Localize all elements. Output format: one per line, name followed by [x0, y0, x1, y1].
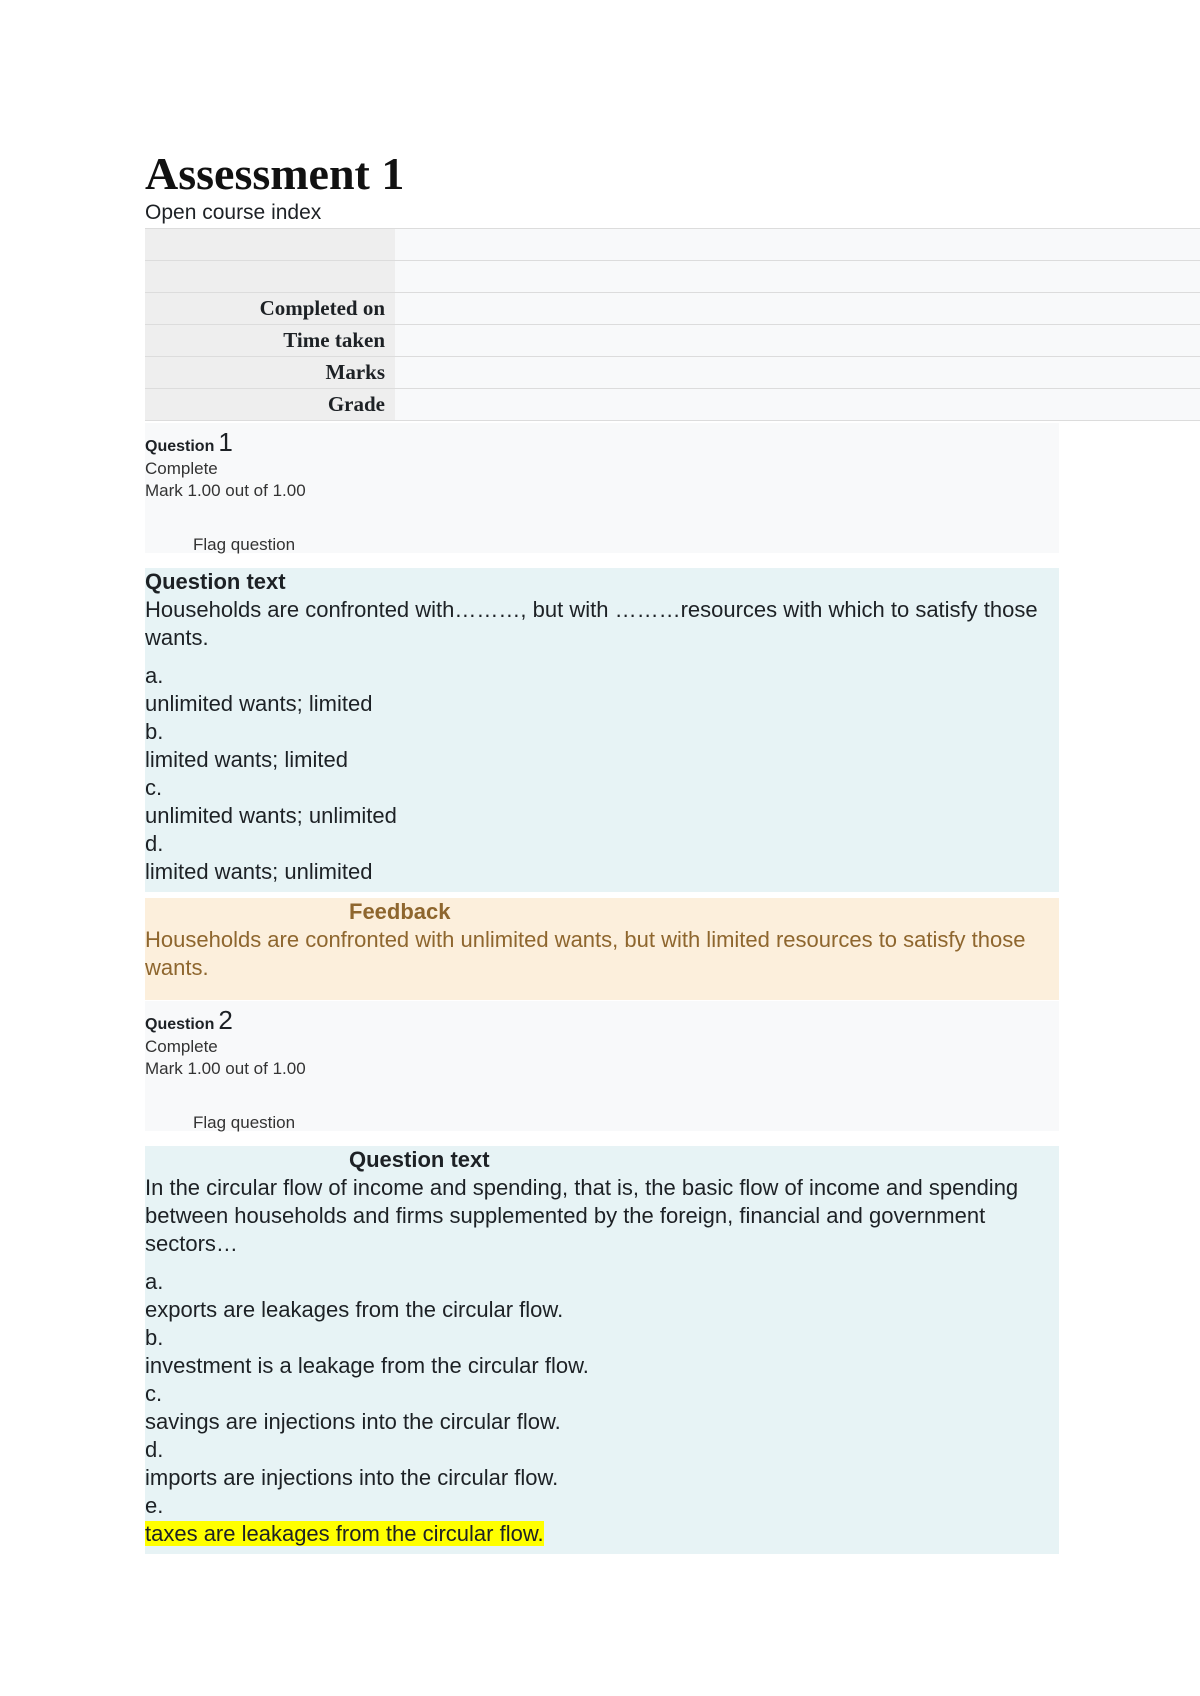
- summary-value: [395, 389, 1200, 421]
- answer-letter: e.: [145, 1493, 164, 1518]
- summary-label-grade: Grade: [145, 389, 395, 421]
- page-title: Assessment 1: [145, 148, 405, 199]
- summary-row: [145, 293, 1200, 325]
- summary-label-marks: Marks: [145, 357, 395, 389]
- summary-value: [395, 261, 1200, 293]
- answer-letter: b.: [145, 719, 164, 744]
- answer-option[interactable]: unlimited wants; unlimited: [145, 803, 397, 828]
- answer-option-highlighted[interactable]: taxes are leakages from the circular flow.: [145, 1521, 544, 1546]
- question-1-feedback: [145, 898, 1059, 1000]
- question-state: Complete: [145, 459, 218, 478]
- answer-option[interactable]: limited wants; limited: [145, 747, 348, 772]
- summary-value: [395, 325, 1200, 357]
- answer-letter: d.: [145, 831, 164, 856]
- answer-letter: b.: [145, 1325, 164, 1350]
- answer-list: [145, 662, 1059, 886]
- summary-label: [145, 261, 395, 293]
- summary-value: [395, 229, 1200, 261]
- open-course-index-link[interactable]: Open course index: [145, 201, 322, 224]
- answer-option[interactable]: savings are injections into the circular flow.: [145, 1409, 561, 1434]
- answer-letter: d.: [145, 1437, 164, 1462]
- question-label: Question: [145, 1016, 215, 1033]
- answer-option[interactable]: exports are leakages from the circular flow.: [145, 1297, 564, 1322]
- feedback-text: Households are confronted with unlimited wants, but with limited resources to satisfy those wants.: [145, 927, 1026, 980]
- answer-letter: a.: [145, 1269, 164, 1294]
- answer-option[interactable]: investment is a leakage from the circular flow.: [145, 1353, 589, 1378]
- question-number: [145, 427, 233, 458]
- question-text: In the circular flow of income and spending, that is, the basic flow of income and spending between households and firms supplemented by the foreign, financial and government sectors…: [145, 1175, 1019, 1256]
- summary-row: [145, 229, 1200, 261]
- summary-value: [395, 357, 1200, 389]
- question-1-info: [145, 423, 1059, 553]
- summary-row: [145, 261, 1200, 293]
- question-text-label: Question text: [349, 1147, 490, 1172]
- summary-row: [145, 357, 1200, 389]
- flag-question-button[interactable]: Flag question: [193, 535, 296, 554]
- question-grade: Mark 1.00 out of 1.00: [145, 1059, 306, 1078]
- summary-row: [145, 389, 1200, 421]
- question-2-formulation: [145, 1146, 1059, 1554]
- summary-label-time-taken: Time taken: [145, 325, 395, 357]
- question-grade: Mark 1.00 out of 1.00: [145, 481, 306, 500]
- answer-option[interactable]: imports are injections into the circular flow.: [145, 1465, 559, 1490]
- summary-row: [145, 325, 1200, 357]
- question-state: Complete: [145, 1037, 218, 1056]
- answer-letter: a.: [145, 663, 164, 688]
- answer-letter: c.: [145, 775, 163, 800]
- question-number-value: 1: [218, 427, 233, 457]
- question-1-formulation: [145, 568, 1059, 892]
- question-label: Question: [145, 438, 215, 455]
- question-2-info: [145, 1001, 1059, 1131]
- answer-option[interactable]: limited wants; unlimited: [145, 859, 373, 884]
- question-number: [145, 1005, 233, 1036]
- question-number-value: 2: [218, 1005, 233, 1035]
- question-text: Households are confronted with………, but with ………resources with which to satisfy those wants.: [145, 597, 1038, 650]
- attempt-summary-table: [145, 228, 1200, 421]
- summary-label: [145, 229, 395, 261]
- answer-letter: c.: [145, 1381, 163, 1406]
- summary-label-completed-on: Completed on: [145, 293, 395, 325]
- flag-question-button[interactable]: Flag question: [193, 1113, 296, 1132]
- answer-list: [145, 1268, 1059, 1548]
- feedback-label: Feedback: [349, 899, 451, 924]
- question-text-label: Question text: [145, 569, 286, 594]
- summary-value: [395, 293, 1200, 325]
- answer-option[interactable]: unlimited wants; limited: [145, 691, 373, 716]
